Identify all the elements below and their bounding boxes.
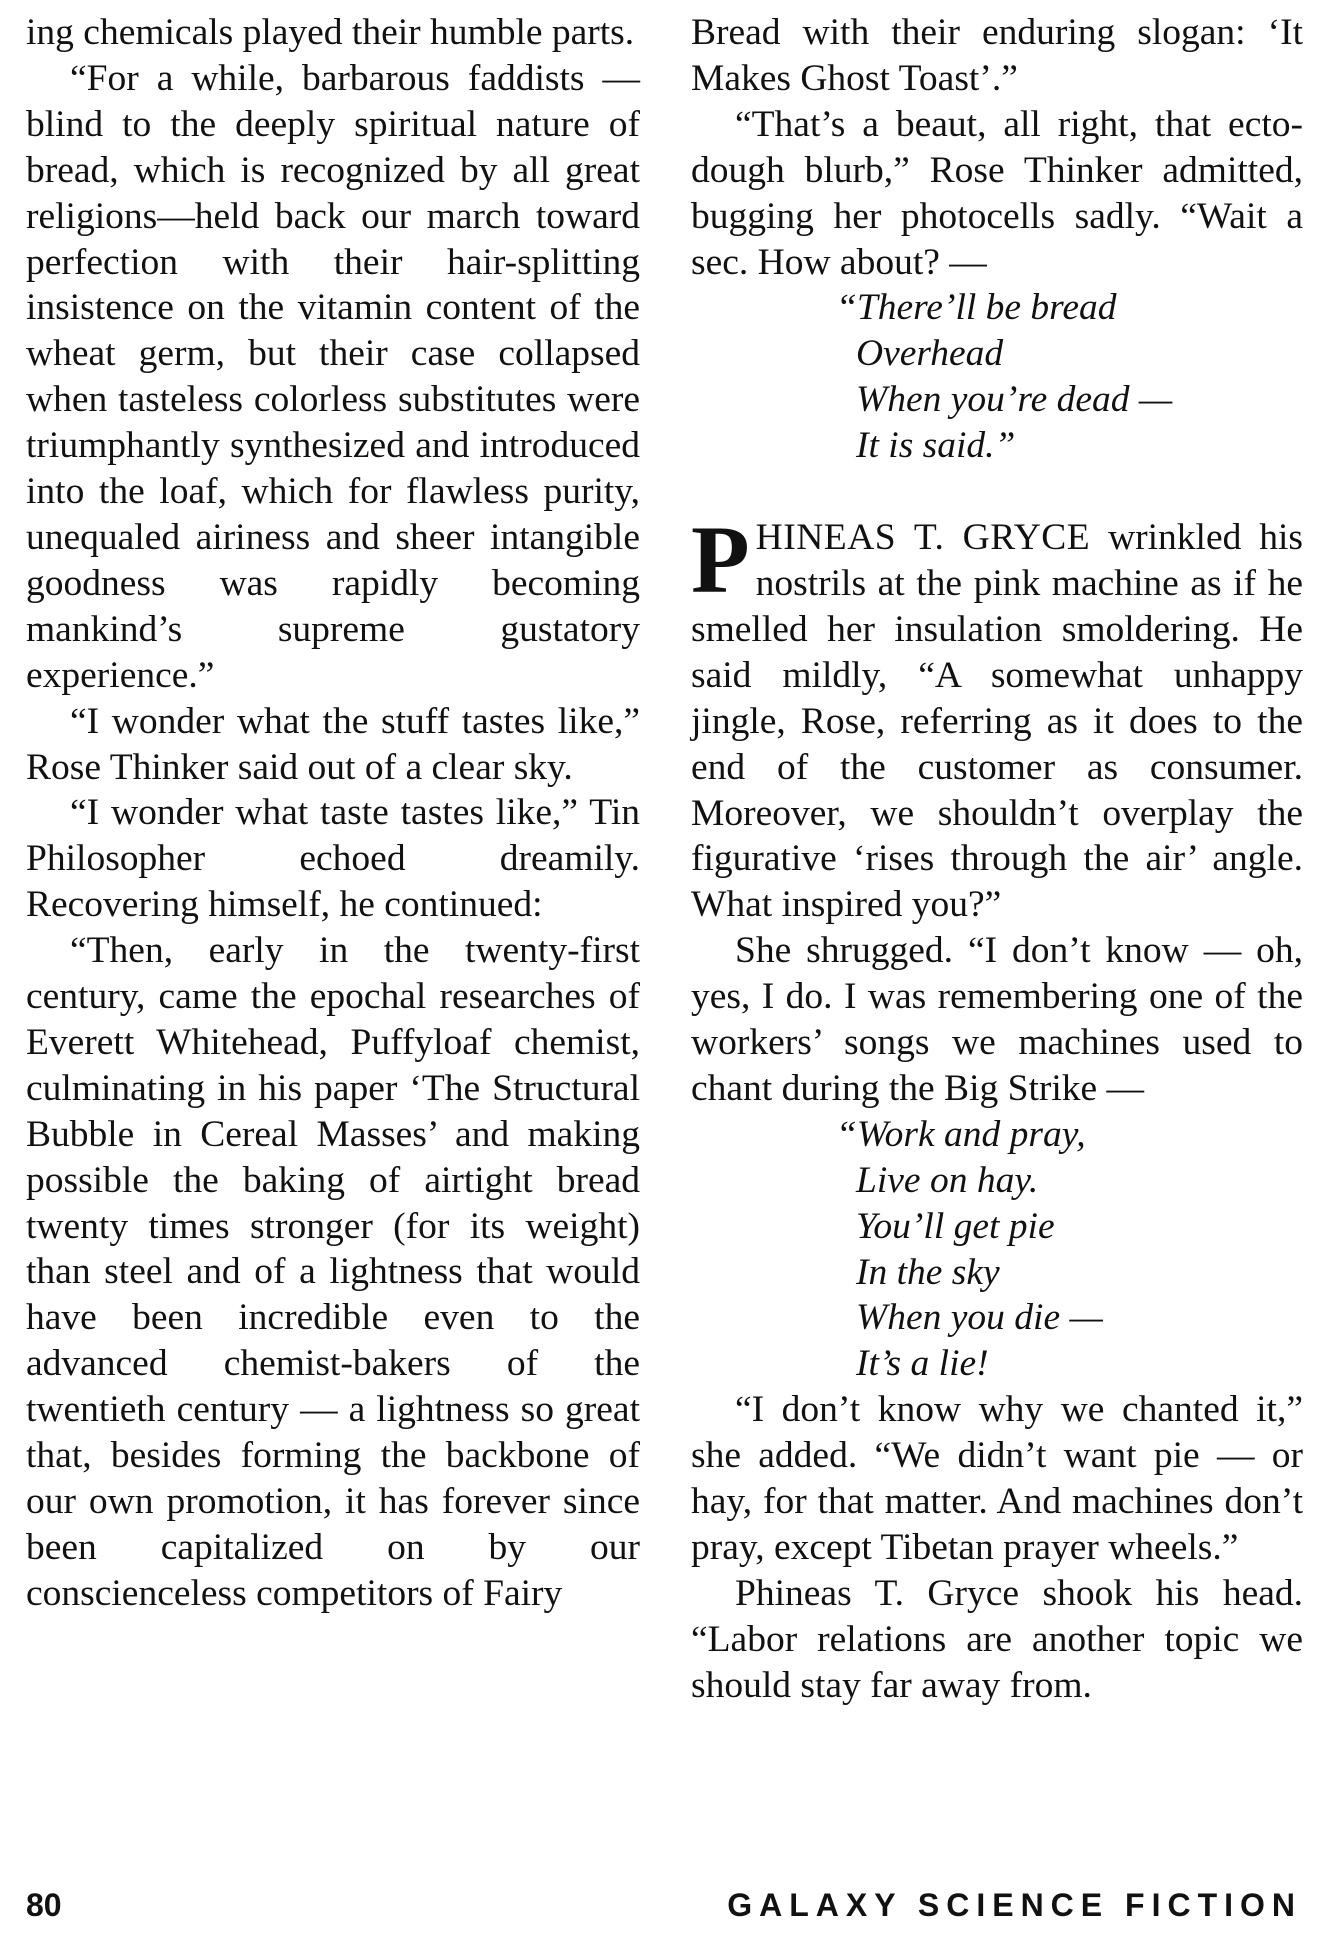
paragraph: ing chemicals played their humble parts.	[26, 12, 635, 53]
poem-bread	[691, 285, 1303, 469]
paragraph: She shrugged. “I don’t know — oh, yes, I do. I was remembering one of the workers’ songs we machines used to chant during the Big Strike —	[691, 930, 1303, 1109]
poem-line: When you’re dead —	[856, 379, 1173, 421]
page-number: 80	[26, 1887, 62, 1923]
poem-line: It’s a lie!	[856, 1343, 989, 1385]
poem-line: Overhead	[856, 333, 1004, 375]
poem-line: “Work and pray,	[836, 1113, 1086, 1155]
poem-line: “There’ll be bread	[836, 287, 1117, 329]
section-break	[691, 469, 1303, 515]
poem-line: In the sky	[856, 1251, 1000, 1293]
paragraph: “I don’t know why we chanted it,” she added. “We didn’t want pie — or hay, for that matter. And machines don’t pray, except Tibetan prayer wheels.”	[691, 1389, 1303, 1568]
paragraph: “That’s a beaut, all right, that ecto-dough blurb,” Rose Thinker admitted, bugging her photocells sadly. “Wait a sec. How about? —	[691, 103, 1303, 283]
paragraph: Bread with their enduring slogan: ‘It Makes Ghost Toast’.”	[691, 12, 1303, 99]
paragraph-text: wrinkled his nostrils at the pink machine as if he smelled her insulation smoldering. He said mildly, “A somewhat unhappy jingle, Rose, referring as it does to the end of the customer as consumer. Moreover, we shouldn’t overplay the figurative ‘rises through the air’ angle. What inspired you?”	[691, 517, 1303, 926]
poem-strike	[691, 1112, 1303, 1387]
poem-line: Live on hay.	[856, 1159, 1039, 1201]
poem-line: It is said.”	[856, 425, 1016, 467]
running-footer-title: GALAXY SCIENCE FICTION	[727, 1887, 1302, 1923]
paragraph: “I wonder what taste tastes like,” Tin Philosopher echoed dreamily. Recovering himself, he continued:	[26, 792, 640, 926]
poem-line: You’ll get pie	[856, 1205, 1055, 1247]
lead-in: HINEAS T. GRYCE	[755, 517, 1091, 559]
right-column	[691, 10, 1303, 1709]
paragraph: “I wonder what the stuff tastes like,” Rose Thinker said out of a clear sky.	[26, 700, 640, 788]
drop-cap: P	[691, 506, 750, 614]
paragraph: Phineas T. Gryce shook his head. “Labor relations are another topic we should stay far away from.	[691, 1572, 1303, 1706]
paragraph: “Then, early in the twenty-first century, came the epochal researches of Everett Whitehead, Puffyloaf chemist, culminating in his paper ‘The Structural Bubble in Cereal Masses’ and making possible the baking of airtight bread twenty times stronger (for its weight) than steel and of a lightness that would have been incredible even to the advanced chemist-bakers of the twentieth century — a lightness so great that, besides forming the backbone of our own promotion, it has forever since been capitalized on by our conscienceless competitors of Fairy	[26, 930, 640, 1614]
left-column	[26, 10, 640, 1617]
poem-line: When you die —	[856, 1297, 1103, 1339]
paragraph: “For a while, barbarous faddists —blind to the deeply spiritual nature of bread, which is recognized by all great religions—held back our march toward perfection with their hair-splitting insistence on the vitamin content of the wheat germ, but their case collapsed when tasteless colorless substitutes were triumphantly synthesized and introduced into the loaf, which for flawless purity, unequaled airiness and sheer intangible goodness was rapidly becoming mankind’s supreme gustatory experience.”	[26, 57, 640, 696]
paragraph-dropcap	[691, 506, 1303, 928]
